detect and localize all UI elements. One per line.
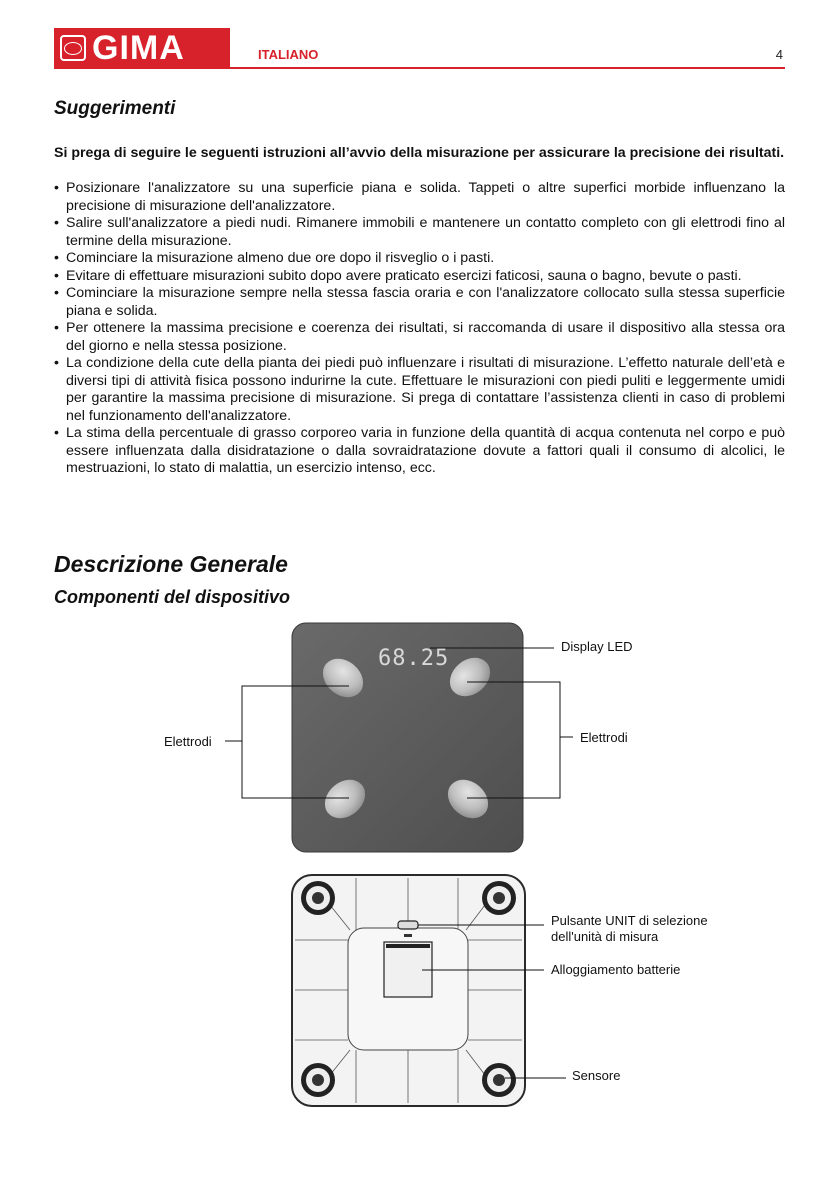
list-item: • Per ottenere la massima precisione e coerenza dei risultati, si raccomanda di usare il dispositivo alla stessa ora del giorno e nella stessa posizione. (54, 320, 785, 355)
sensor-bottom-left (301, 1063, 335, 1097)
list-item: • Cominciare la misurazione sempre nella stessa fascia oraria e con l'analizzatore collocato sulla stessa superficie piana e solida. (54, 285, 785, 320)
components-subheading: Componenti del dispositivo (54, 587, 291, 607)
list-item: • Cominciare la misurazione almeno due ore dopo il risveglio o i pasti. (54, 250, 785, 268)
unit-button (398, 921, 418, 929)
list-item: • Posizionare l'analizzatore su una superficie piana e solida. Tappeti o altre superfici morbide influenzano la precisione di misurazione dell'analizzatore. (54, 180, 785, 215)
label-unit-button (551, 913, 708, 945)
suggestions-intro: Si prega di seguire le seguenti istruzioni all’avvio della misurazione per assicurare la precisione dei risultati. (54, 145, 785, 161)
list-item: • La condizione della cute della pianta dei piedi può influenzare i risultati di misurazione. L’effetto naturale dell’età e diversi tipi di attività fisica possono indurirne la cute. Effettuare le misurazioni con piedi puliti e leggermente umidi per garantire la massima precisione di misurazione. Si prega di contattare l’assistenza clienti in caso di problemi nel funzionamento dell'analizzatore. (54, 355, 785, 425)
language-label: ITALIANO (258, 47, 319, 62)
label-unit-button-line1: Pulsante UNIT di selezione (551, 913, 708, 928)
list-item: • La stima della percentuale di grasso corporeo varia in funzione della quantità di acqua contenuta nel corpo e può essere influenzata dalla disidratazione o dalla sovraidratazione dovute a fattori quali il consumo di alcolici, le mestruazioni, lo stato di malattia, un esercizio intenso, ecc. (54, 425, 785, 478)
label-unit-button-line2: dell'unità di misura (551, 929, 659, 944)
sensor-top-right (482, 881, 516, 915)
suggestions-heading: Suggerimenti (54, 98, 176, 119)
label-electrodes-right: Elettrodi (580, 730, 628, 745)
label-electrodes-left: Elettrodi (164, 734, 212, 749)
scale-back-view (292, 875, 525, 1106)
page-number: 4 (775, 47, 783, 62)
logo-text: GIMA (92, 29, 185, 67)
sensor-bottom-right (482, 1063, 516, 1097)
label-battery: Alloggiamento batterie (551, 962, 681, 977)
scale-front-view (292, 623, 523, 852)
description-heading: Descrizione Generale (54, 551, 288, 577)
list-item: • Evitare di effettuare misurazioni subito dopo avere praticato esercizi faticosi, sauna o bagno, bevute o pasti. (54, 268, 785, 286)
label-sensor: Sensore (572, 1068, 621, 1083)
list-item: • Salire sull'analizzatore a piedi nudi. Rimanere immobili e mantenere un contatto completo con gli elettrodi fino al termine della misurazione. (54, 215, 785, 250)
led-display-value: 68.25 (378, 646, 450, 671)
sensor-top-left (301, 881, 335, 915)
label-display-led: Display LED (561, 639, 633, 654)
